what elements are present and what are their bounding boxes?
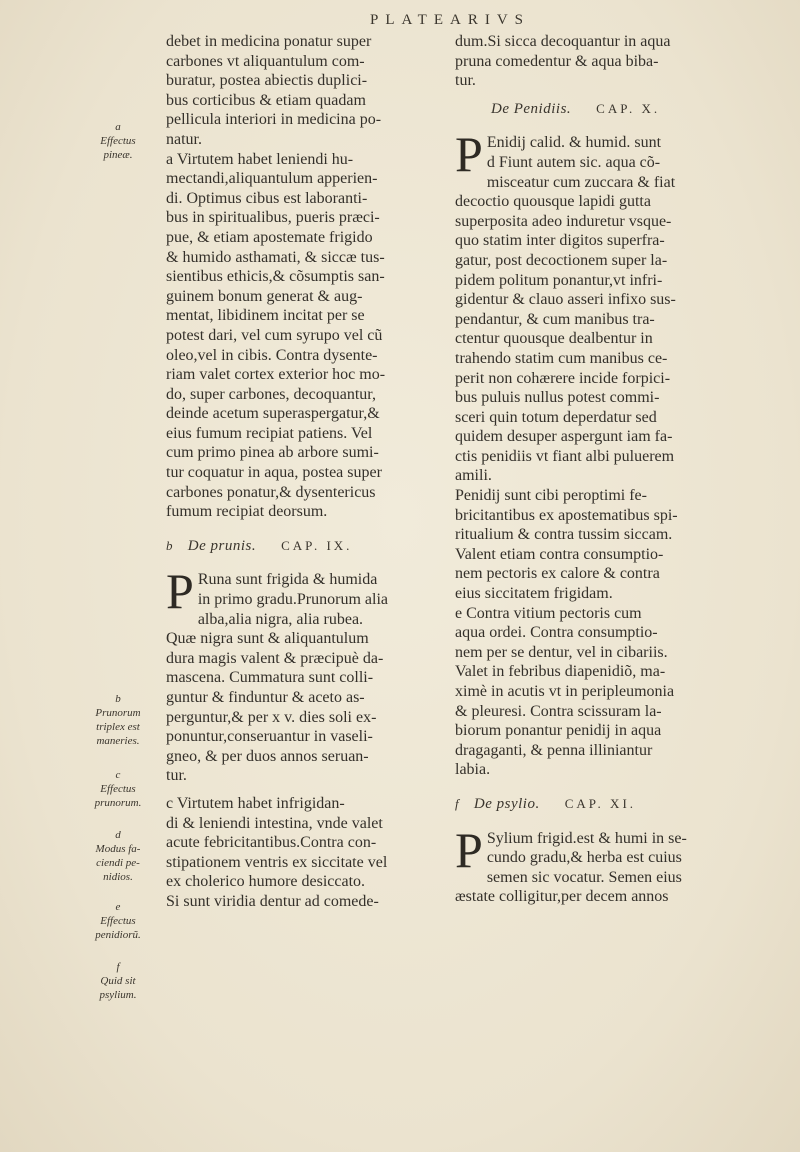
text-line: perit non cohærere incide forpici- <box>455 369 671 387</box>
text-line: in primo gradu.Prunorum alia <box>197 591 388 609</box>
text-line: pendantur, & cum manibus tra- <box>455 310 655 328</box>
text-line: mentat, libidinem incitat per se <box>166 307 365 325</box>
text-line: amili. <box>455 467 492 485</box>
text-line: bricitantibus ex apostematibus spi- <box>455 506 678 524</box>
text-line: guinem bonum generat & aug- <box>166 287 363 305</box>
text-line: do, super carbones, decoquantur, <box>166 385 376 403</box>
paragraph-prunis-intro <box>166 563 446 629</box>
text-line: nem per se dentur, vel in cibariis. <box>455 643 668 661</box>
left-column <box>166 32 446 912</box>
paragraph-prunis-types <box>166 629 446 786</box>
text-line: trahendo statim cum manibus ce- <box>455 349 668 367</box>
chapter-heading-ix <box>166 536 446 557</box>
text-line: riam valet cortex exterior hoc mo- <box>166 366 386 384</box>
text-line: ctentur quousque dealbentur in <box>455 330 653 348</box>
margin-note-line: prunorum. <box>94 797 142 809</box>
text-line: misceatur cum zuccara & fiat <box>486 173 676 191</box>
text-line: Enidij calid. & humid. sunt <box>486 134 662 152</box>
text-line: stipationem ventris ex siccitate vel <box>166 853 388 871</box>
text-line: carbones vt aliquantulum com- <box>166 52 365 70</box>
text-line: ex cholerico humore desiccato. <box>166 873 366 891</box>
text-line: bus puluis nullus potest commi- <box>455 389 660 407</box>
text-line: gatur, post decoctionem super la- <box>455 251 668 269</box>
margin-note-line: Quid sit <box>100 975 136 987</box>
paragraph-pinea-virtues <box>166 150 446 522</box>
text-line: pellicula interiori in medicina po- <box>166 111 382 129</box>
paragraph-penidiis-uses <box>455 604 755 780</box>
margin-note-line: pineæ. <box>103 149 133 161</box>
margin-note-line: Effectus <box>100 783 136 795</box>
margin-note-line: psylium. <box>99 989 137 1001</box>
margin-note-mark: e <box>115 901 121 913</box>
text-line: tur. <box>455 72 476 90</box>
text-line: biorum ponantur penidij in aqua <box>455 722 662 740</box>
text-line: semen sic vocatur. Semen eius <box>486 868 682 886</box>
text-line: e Contra vitium pectoris cum <box>455 604 642 622</box>
text-line: dum.Si sicca decoquantur in aqua <box>455 33 671 50</box>
text-line: di. Optimus cibus est laboranti- <box>166 189 368 207</box>
drop-cap: P <box>455 126 483 183</box>
text-line: Si sunt viridia dentur ad comede- <box>166 892 379 910</box>
text-line: fumum recipiat deorsum. <box>166 503 328 521</box>
text-line: mectandi,aliquantulum apperien- <box>166 170 378 188</box>
text-line: æstate colligitur,per decem annos <box>455 888 669 906</box>
paragraph-psylio <box>455 821 755 907</box>
text-line: sceri quin totum deperdatur sed <box>455 408 657 426</box>
margin-note-mark: c <box>115 769 121 781</box>
text-line: decoctio quousque lapidi gutta <box>455 193 651 211</box>
text-line: a Virtutem habet leniendi hu- <box>166 150 354 168</box>
chapter-heading-xi <box>455 794 755 815</box>
text-line: tur. <box>166 767 187 785</box>
chapter-title: De psylio. <box>473 795 540 812</box>
margin-note-line: Modus fa- <box>95 843 141 855</box>
margin-note-mark: f <box>116 961 120 973</box>
margin-note-line: nidios. <box>103 871 133 883</box>
text-line: Quæ nigra sunt & aliquantulum <box>166 630 369 648</box>
text-line: perguntur,& per x v. dies soli ex- <box>166 708 377 726</box>
text-line: Valent etiam contra consumptio- <box>455 545 664 563</box>
text-line: & pleuresi. Contra scissuram la- <box>455 702 662 720</box>
text-line: quidem desuper aspergunt iam fa- <box>455 428 673 446</box>
margin-note-mark: b <box>115 693 121 705</box>
text-line: Valet in febribus diapenidiõ, ma- <box>455 663 666 681</box>
text-line: quo statim inter digitos superfra- <box>455 232 665 250</box>
paragraph-penidiis-making <box>455 126 755 486</box>
text-line: Sylium frigid.est & humi in se- <box>486 829 687 847</box>
text-line: superposita adeo induretur vsque- <box>455 212 672 230</box>
text-line: eius fumum recipiat patiens. Vel <box>166 424 373 442</box>
right-column <box>455 32 755 907</box>
text-line: natur. <box>166 130 202 148</box>
text-line: guntur & finduntur & aceto as- <box>166 689 365 706</box>
drop-cap: P <box>166 563 194 620</box>
text-line: sientibus ethicis,& cõsumptis san- <box>166 268 385 286</box>
drop-cap: P <box>455 821 483 878</box>
text-line: Penidij sunt cibi peroptimi fe- <box>455 487 647 505</box>
chapter-label: CAP. X. <box>596 100 661 116</box>
chapter-title: De Penidiis. <box>491 100 572 117</box>
margin-note-b <box>82 692 154 748</box>
chapter-note-letter: f <box>455 795 462 811</box>
text-line: gidentur & clauo asseri infixo sus- <box>455 291 676 309</box>
margin-note-mark: a <box>115 121 121 133</box>
text-line: acute febricitantibus.Contra con- <box>166 834 377 852</box>
margin-note-f <box>82 960 154 1002</box>
running-head: PLATEARIVS <box>370 12 531 28</box>
text-line: debet in medicina ponatur super <box>166 33 372 50</box>
text-line: potest dari, vel cum syrupo vel cũ <box>166 326 383 344</box>
chapter-note-letter: b <box>166 537 176 553</box>
text-line: pruna comedentur & aqua biba- <box>455 52 659 70</box>
text-line: cum primo pinea ab arbore sumi- <box>166 444 379 462</box>
paragraph-penidiis-virtues <box>455 486 755 604</box>
text-line: aqua ordei. Contra consumptio- <box>455 624 658 642</box>
margin-note-mark: d <box>115 829 121 841</box>
margin-note-line: triplex est <box>96 721 140 733</box>
text-line: tur coquatur in aqua, postea super <box>166 464 382 482</box>
margin-note-line: Effectus <box>100 915 136 927</box>
chapter-heading-x <box>455 99 755 120</box>
text-line: bus corticibus & etiam quadam <box>166 91 366 109</box>
paragraph-pinea-preparation <box>166 32 446 150</box>
margin-note-line: maneries. <box>96 735 140 747</box>
margin-note-line: penidiorũ. <box>95 929 141 941</box>
text-line: nem pectoris ex calore & contra <box>455 565 660 583</box>
text-line: deinde acetum superaspergatur,& <box>166 405 380 423</box>
margin-note-a <box>82 120 154 162</box>
margin-note-d <box>82 828 154 884</box>
margin-note-c <box>82 768 154 810</box>
chapter-label: CAP. IX. <box>281 537 353 553</box>
text-line: dragaganti, & penna illiniantur <box>455 741 653 759</box>
text-line: ctis penidiis vt fiant albi puluerem <box>455 447 675 465</box>
text-line: gneo, & per duos annos seruan- <box>166 747 369 765</box>
text-line: di & leniendi intestina, vnde valet <box>166 814 383 832</box>
text-line: ximè in acutis vt in peripleumonia <box>455 683 675 700</box>
chapter-label: CAP. XI. <box>564 795 637 811</box>
text-line: ponuntur,conseruantur in vaseli- <box>166 728 373 746</box>
text-line: cundo gradu,& herba est cuius <box>486 849 682 867</box>
text-line: d Fiunt autem sic. aqua cõ- <box>486 153 661 171</box>
text-line: & humido asthamati, & siccæ tus- <box>166 248 385 266</box>
text-line: mascena. Cummatura sunt colli- <box>166 669 374 687</box>
text-line: Runa sunt frigida & humida <box>197 571 378 589</box>
margin-note-line: Effectus <box>100 135 136 147</box>
text-line: labia. <box>455 761 491 779</box>
text-line: ritualium & contra tussim siccam. <box>455 526 673 544</box>
text-line: c Virtutem habet infrigidan- <box>166 794 345 812</box>
text-line: bus in spiritualibus, pueris præci- <box>166 209 380 227</box>
text-line: buratur, postea abiectis duplici- <box>166 72 368 90</box>
text-line: eius siccitatem frigidam. <box>455 585 613 603</box>
paragraph-prunis-continued <box>455 32 755 91</box>
text-line: alba,alia nigra, alia rubea. <box>197 610 364 628</box>
text-line: dura magis valent & præcipuè da- <box>166 649 384 667</box>
text-line: pidem politum ponantur,vt infri- <box>455 271 663 289</box>
margin-note-line: ciendi pe- <box>96 857 140 869</box>
text-line: carbones ponatur,& dysentericus <box>166 483 376 501</box>
margin-note-line: Prunorum <box>95 707 141 719</box>
text-line: pue, & etiam apostemate frigido <box>166 228 373 246</box>
paragraph-prunis-virtues <box>166 794 446 912</box>
text-line: oleo,vel in cibis. Contra dysente- <box>166 346 378 364</box>
margin-note-e <box>82 900 154 942</box>
chapter-title: De prunis. <box>187 537 257 554</box>
